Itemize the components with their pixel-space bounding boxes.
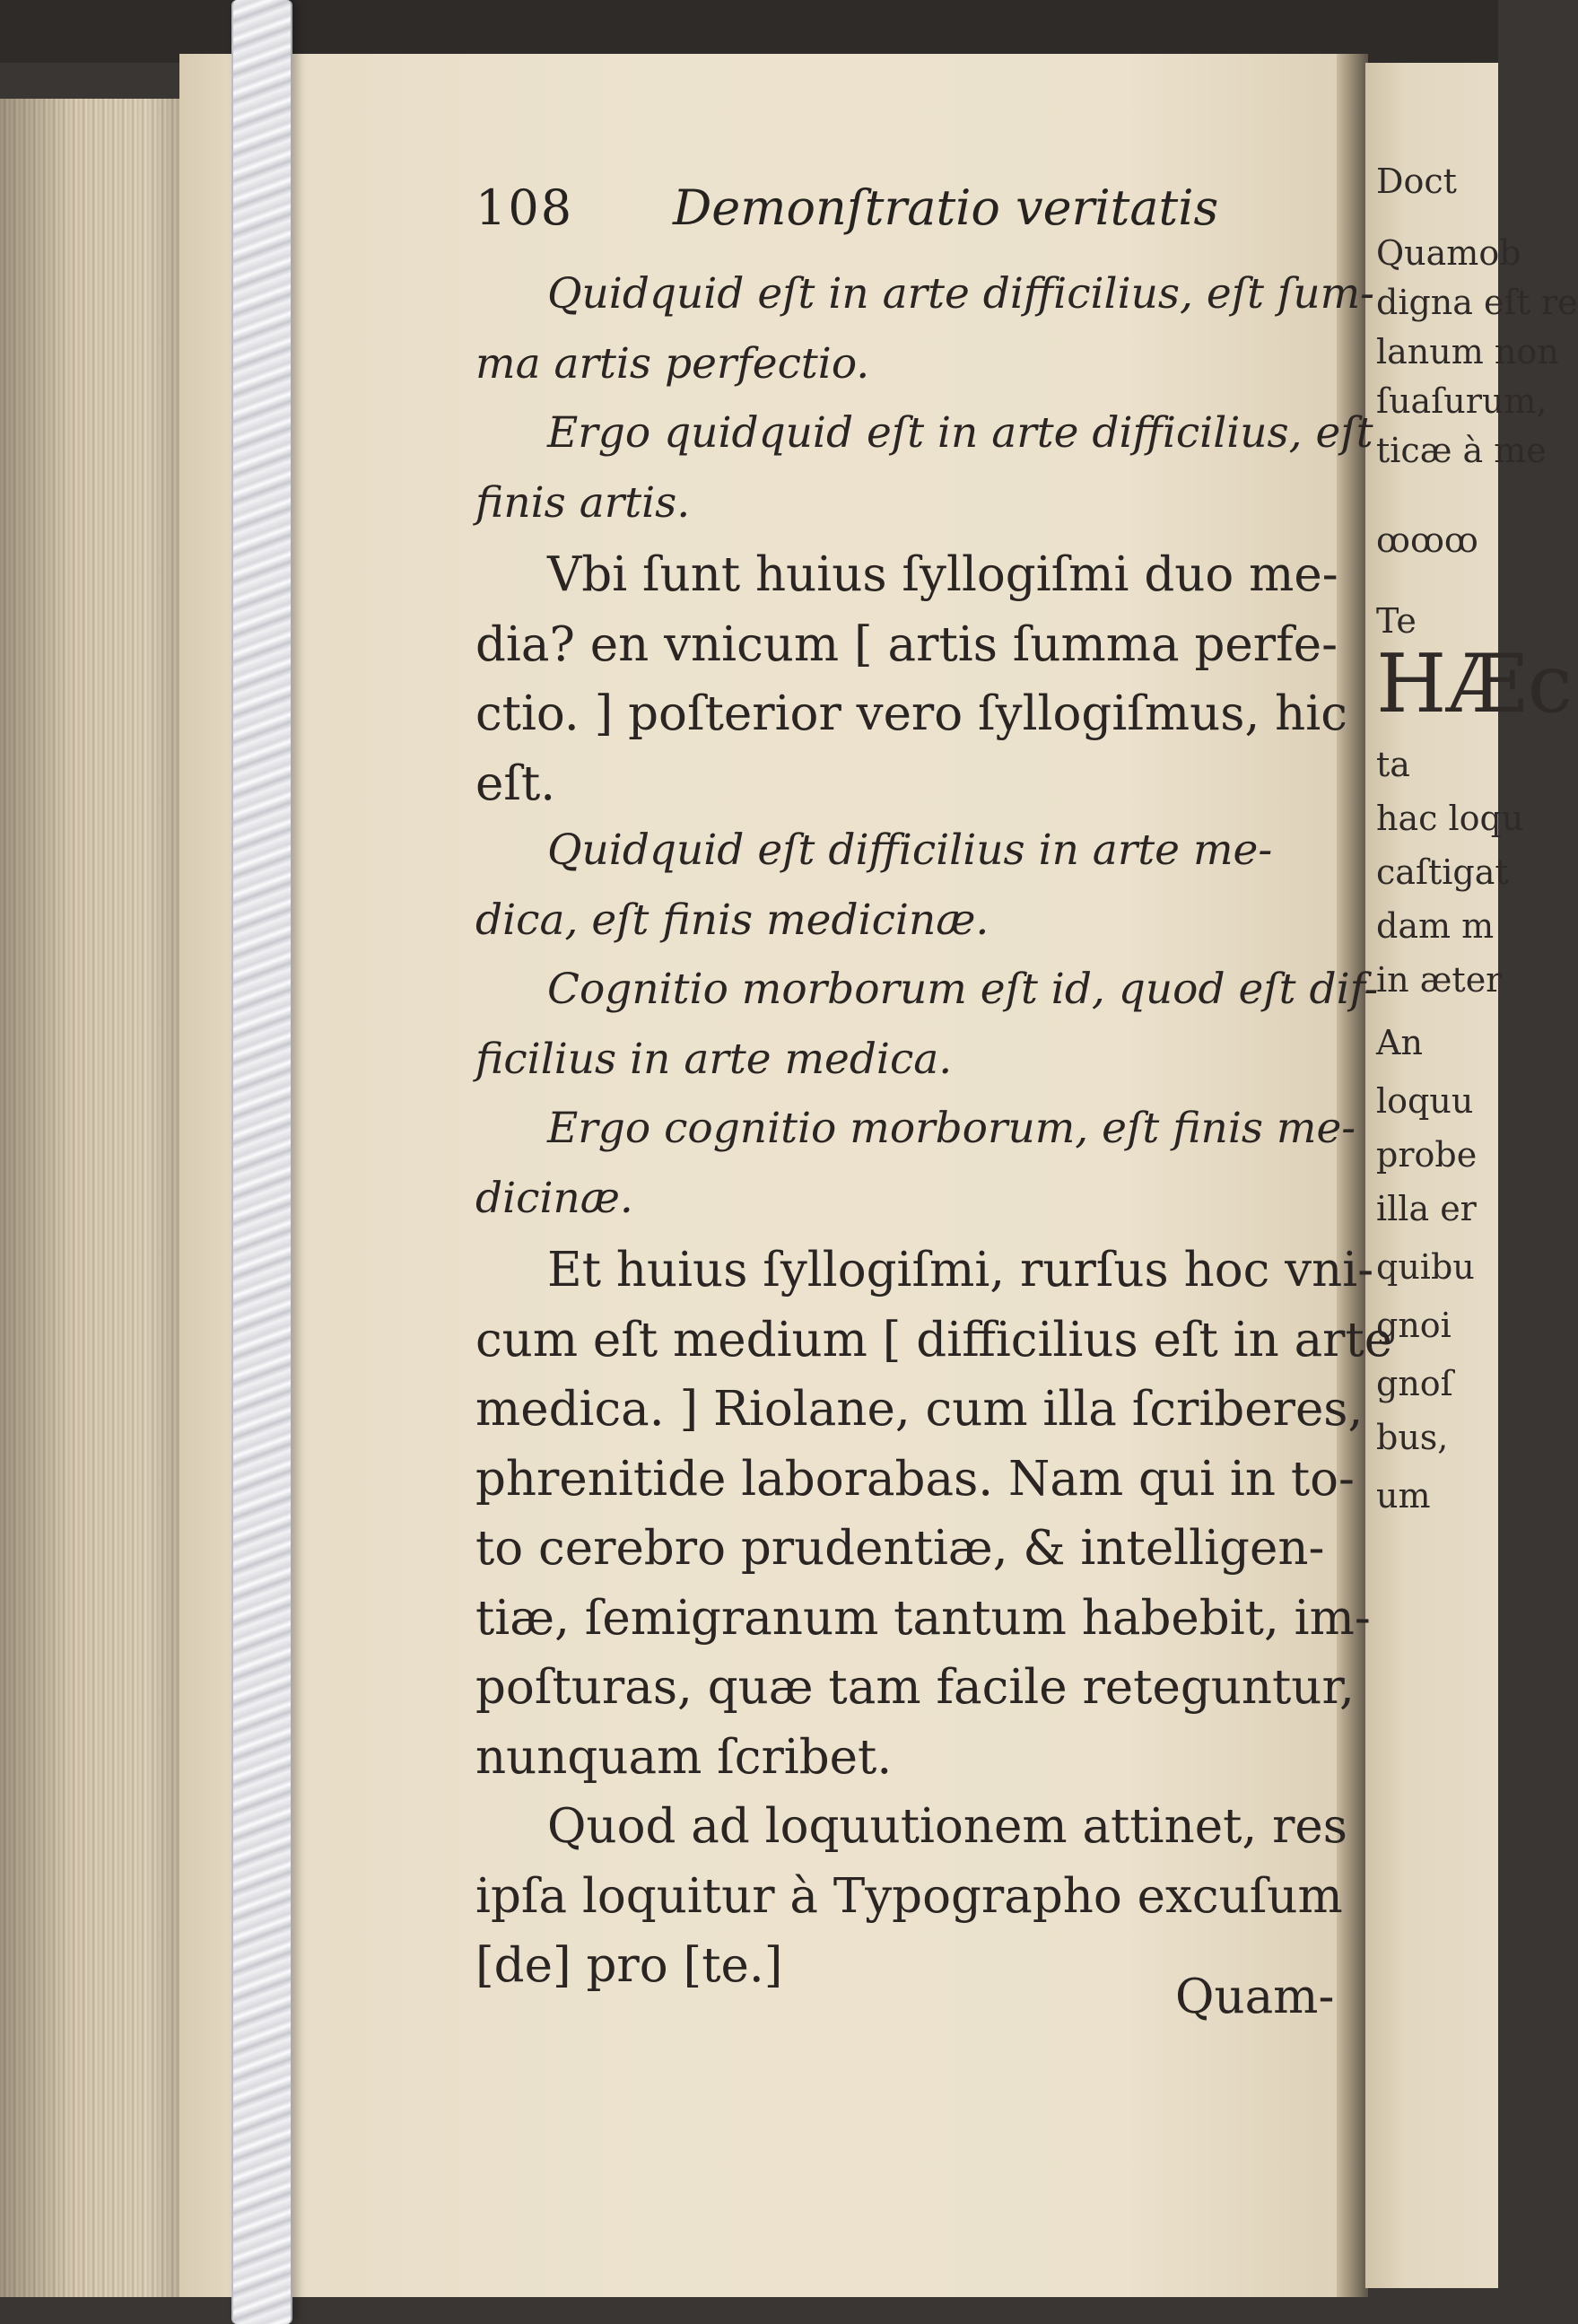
text-line: poſturas, quæ tam facile reteguntur, <box>475 1660 1355 1715</box>
facing-page-line: um <box>1376 1476 1431 1516</box>
facing-page-line: HÆc <box>1376 637 1573 731</box>
text-line: cum eſt medium [ difficilius eſt in arte <box>475 1312 1393 1367</box>
facing-page-line: ſuaſurum, <box>1376 381 1547 421</box>
text-line: Cognitio morborum eſt id, quod eſt dif- <box>547 965 1379 1014</box>
facing-page <box>1365 63 1578 2288</box>
stacked-page-edges <box>0 99 186 2297</box>
facing-page-line: ta <box>1376 745 1410 784</box>
page-number: 108 <box>475 179 574 236</box>
text-line: Quidquid eſt difficilius in arte me- <box>547 826 1273 875</box>
text-line: to cerebro prudentiæ, & intelligen- <box>475 1521 1325 1576</box>
facing-page-line: lanum non <box>1376 332 1559 371</box>
text-line: dia? en vnicum [ artis ſumma perfe- <box>475 616 1338 672</box>
facing-page-line: gnoſ <box>1376 1364 1453 1403</box>
text-line: finis artis. <box>475 477 691 528</box>
facing-page-line: Doct <box>1376 162 1457 201</box>
text-line: Vbi ſunt huius ſyllogiſmi duo me- <box>547 547 1338 602</box>
facing-page-line: bus, <box>1376 1418 1449 1457</box>
text-line: phrenitide laborabas. Nam qui in to- <box>475 1451 1355 1507</box>
text-line: eſt. <box>475 756 556 811</box>
text-line: nunquam ſcribet. <box>475 1729 893 1785</box>
running-head: Demonſtratio veritatis <box>673 179 1219 236</box>
facing-page-line: Quamob <box>1376 233 1521 273</box>
facing-page-line: digna eſt re <box>1376 283 1578 322</box>
book-gutter <box>1337 54 1368 2297</box>
facing-page-line: hac loqu <box>1376 799 1524 838</box>
text-line: Et huius ſyllogiſmi, rurſus hoc vni- <box>547 1243 1374 1297</box>
text-line: [de] pro [te.] <box>475 1938 783 1993</box>
text-line: dicinæ. <box>475 1173 633 1223</box>
text-line: ma artis perfectio. <box>475 338 870 389</box>
text-line: tiæ, ſemigranum tantum habebit, im- <box>475 1590 1371 1646</box>
text-line: ctio. ] poſterior vero ſyllogiſmus, hic <box>475 686 1347 741</box>
text-line: dica, eſt finis medicinæ. <box>475 895 990 945</box>
facing-page-line: ꝏꝏꝏ <box>1376 520 1478 560</box>
facing-page-line: in æter <box>1376 960 1503 1000</box>
facing-page-line: quibu <box>1376 1247 1475 1287</box>
text-line: Ergo cognitio morborum, eſt finis me- <box>547 1104 1356 1153</box>
facing-page-line: illa er <box>1376 1189 1477 1228</box>
facing-page-line: An <box>1376 1023 1423 1062</box>
text-line: medica. ] Riolane, cum illa ſcriberes, <box>475 1382 1364 1437</box>
facing-page-line: caſtigat <box>1376 852 1509 892</box>
bookmark-cord <box>231 0 292 2324</box>
facing-page-line: dam m <box>1376 906 1495 946</box>
facing-page-line: probe <box>1376 1135 1478 1175</box>
facing-page-line: Te <box>1376 601 1417 641</box>
text-line: ficilius in arte medica. <box>475 1034 953 1084</box>
text-line: ipſa loquitur à Typographo excuſum <box>475 1868 1343 1924</box>
text-line: Quod ad loquutionem attinet, res <box>547 1799 1347 1854</box>
text-line: Ergo quidquid eſt in arte difficilius, eſt <box>547 408 1373 458</box>
catchword: Quam- <box>1175 1970 1335 2024</box>
facing-page-line: loquu <box>1376 1081 1474 1121</box>
facing-page-line: ticæ à me <box>1376 431 1547 470</box>
text-line: Quidquid eſt in arte difficilius, eſt ſum- <box>547 269 1375 319</box>
facing-page-line: gnoi <box>1376 1306 1452 1345</box>
page-header <box>475 179 1355 251</box>
